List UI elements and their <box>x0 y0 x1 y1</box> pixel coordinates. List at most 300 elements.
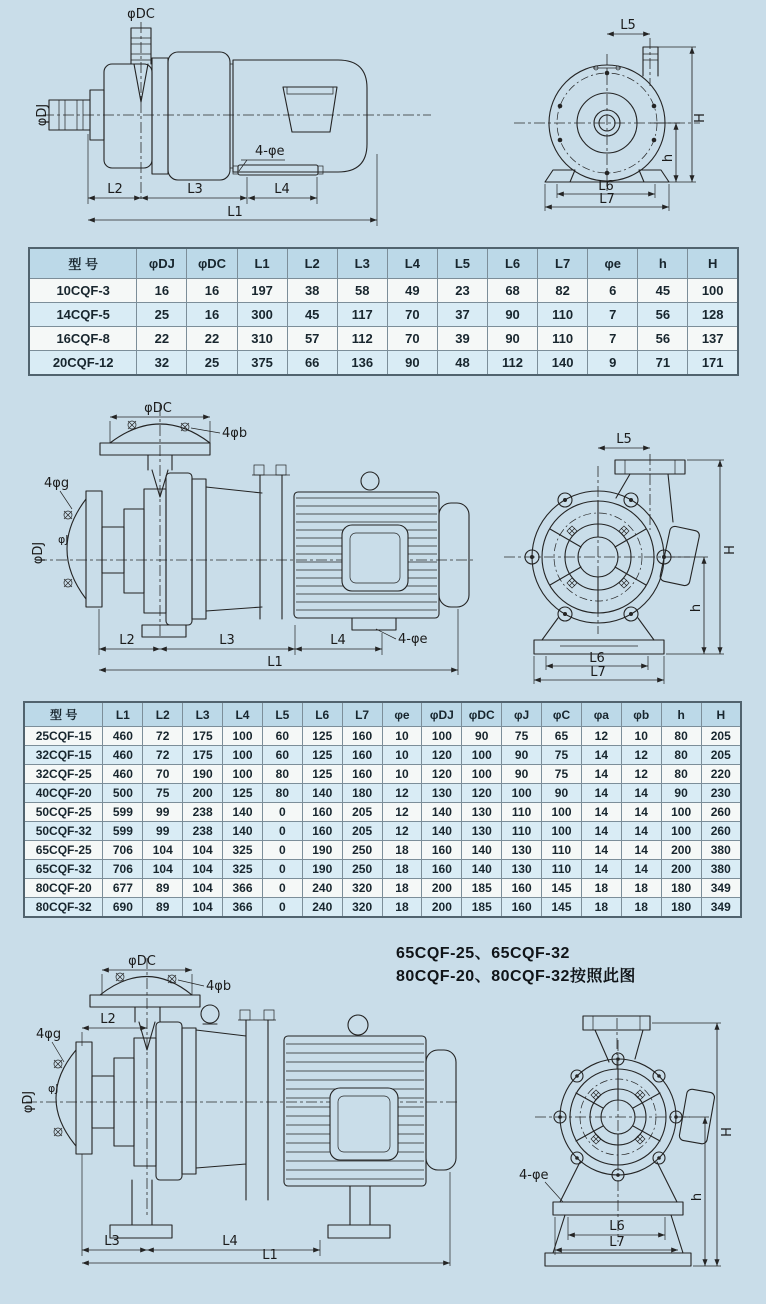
value-cell: 14 <box>581 822 621 841</box>
value-cell: 110 <box>538 327 588 351</box>
value-cell: 310 <box>237 327 287 351</box>
column-header: L7 <box>538 248 588 279</box>
value-cell: 45 <box>638 279 688 303</box>
value-cell: 190 <box>183 765 223 784</box>
dim-label-H: H <box>723 545 738 555</box>
value-cell: 12 <box>382 784 422 803</box>
value-cell: 677 <box>103 879 143 898</box>
value-cell: 160 <box>342 765 382 784</box>
value-cell: 100 <box>422 727 462 746</box>
value-cell: 100 <box>688 279 738 303</box>
dim-label-h: h <box>661 153 676 163</box>
value-cell: 160 <box>342 727 382 746</box>
value-cell: 200 <box>183 784 223 803</box>
value-cell: 120 <box>422 746 462 765</box>
model-cell: 50CQF-32 <box>24 822 103 841</box>
value-cell: 18 <box>382 879 422 898</box>
value-cell: 599 <box>103 822 143 841</box>
value-cell: 99 <box>143 803 183 822</box>
dim-label-l1: L1 <box>267 655 283 670</box>
value-cell: 14 <box>621 822 661 841</box>
value-cell: 70 <box>387 303 437 327</box>
value-cell: 110 <box>538 303 588 327</box>
value-cell: 0 <box>262 898 302 918</box>
value-cell: 190 <box>302 860 342 879</box>
value-cell: 7 <box>588 327 638 351</box>
value-cell: 18 <box>621 879 661 898</box>
value-cell: 260 <box>701 822 741 841</box>
column-header: φDC <box>187 248 237 279</box>
value-cell: 10 <box>621 727 661 746</box>
value-cell: 100 <box>542 822 582 841</box>
value-cell: 160 <box>302 803 342 822</box>
value-cell: 14 <box>581 765 621 784</box>
value-cell: 18 <box>382 898 422 918</box>
value-cell: 75 <box>502 727 542 746</box>
model-cell: 32CQF-15 <box>24 746 103 765</box>
value-cell: 175 <box>183 746 223 765</box>
value-cell: 110 <box>502 803 542 822</box>
dim-label-l7: L7 <box>590 665 606 680</box>
value-cell: 70 <box>143 765 183 784</box>
value-cell: 14 <box>621 841 661 860</box>
dim-label-4-phi-e: 4-φe <box>398 632 428 647</box>
dim-label-4-phi-g: 4φg <box>36 1027 62 1042</box>
column-header: φC <box>542 702 582 727</box>
value-cell: 250 <box>342 841 382 860</box>
dim-label-phi-dc: φDC <box>127 7 155 22</box>
value-cell: 18 <box>581 898 621 918</box>
model-cell: 40CQF-20 <box>24 784 103 803</box>
value-cell: 12 <box>621 746 661 765</box>
value-cell: 18 <box>382 860 422 879</box>
value-cell: 690 <box>103 898 143 918</box>
column-header: L7 <box>342 702 382 727</box>
dim-label-phi-j: φJ <box>48 1082 59 1095</box>
dim-label-4-phi-b: 4φb <box>206 979 232 994</box>
value-cell: 14 <box>581 841 621 860</box>
value-cell: 104 <box>183 841 223 860</box>
table-row <box>24 746 741 765</box>
dim-label-phi-j: φJ <box>58 533 69 546</box>
dim-label-phi-dc: φDC <box>128 954 156 969</box>
value-cell: 300 <box>237 303 287 327</box>
value-cell: 7 <box>588 303 638 327</box>
model-cell: 65CQF-25 <box>24 841 103 860</box>
value-cell: 112 <box>337 327 387 351</box>
value-cell: 125 <box>302 727 342 746</box>
value-cell: 18 <box>581 879 621 898</box>
value-cell: 171 <box>688 351 738 376</box>
value-cell: 145 <box>542 898 582 918</box>
table-row <box>24 879 741 898</box>
value-cell: 325 <box>223 860 263 879</box>
value-cell: 57 <box>287 327 337 351</box>
value-cell: 89 <box>143 879 183 898</box>
model-cell: 25CQF-15 <box>24 727 103 746</box>
value-cell: 71 <box>638 351 688 376</box>
value-cell: 90 <box>488 327 538 351</box>
column-header: L4 <box>223 702 263 727</box>
value-cell: 89 <box>143 898 183 918</box>
value-cell: 38 <box>287 279 337 303</box>
value-cell: 16 <box>187 303 237 327</box>
value-cell: 380 <box>701 860 741 879</box>
value-cell: 128 <box>688 303 738 327</box>
value-cell: 160 <box>302 822 342 841</box>
column-header: L1 <box>237 248 287 279</box>
value-cell: 12 <box>382 803 422 822</box>
value-cell: 460 <box>103 746 143 765</box>
large-pump-side-view-drawing <box>30 397 480 688</box>
column-header: φDJ <box>422 702 462 727</box>
table-row <box>24 860 741 879</box>
value-cell: 125 <box>223 784 263 803</box>
dim-label-4-phi-b: 4φb <box>222 426 248 441</box>
dim-label-H: H <box>693 113 708 123</box>
column-header: L1 <box>103 702 143 727</box>
table-row <box>29 327 738 351</box>
value-cell: 185 <box>462 879 502 898</box>
dimension-table-large-pumps <box>23 701 742 918</box>
value-cell: 130 <box>502 841 542 860</box>
value-cell: 0 <box>262 841 302 860</box>
value-cell: 117 <box>337 303 387 327</box>
value-cell: 66 <box>287 351 337 376</box>
value-cell: 14 <box>581 746 621 765</box>
dimension-table-small-pumps <box>28 247 739 376</box>
column-header: 型 号 <box>24 702 103 727</box>
value-cell: 25 <box>187 351 237 376</box>
table-row <box>24 803 741 822</box>
column-header: L3 <box>337 248 387 279</box>
dim-label-4-phi-g: 4φg <box>44 476 70 491</box>
value-cell: 349 <box>701 879 741 898</box>
value-cell: 65 <box>542 727 582 746</box>
value-cell: 140 <box>302 784 342 803</box>
value-cell: 349 <box>701 898 741 918</box>
dim-label-l6: L6 <box>589 651 605 666</box>
value-cell: 110 <box>542 860 582 879</box>
value-cell: 100 <box>661 822 701 841</box>
value-cell: 160 <box>502 879 542 898</box>
dim-label-l5: L5 <box>620 18 636 33</box>
value-cell: 185 <box>462 898 502 918</box>
value-cell: 205 <box>701 727 741 746</box>
table-row <box>29 351 738 376</box>
value-cell: 56 <box>638 327 688 351</box>
dim-label-H: H <box>720 1127 735 1137</box>
value-cell: 72 <box>143 746 183 765</box>
value-cell: 160 <box>422 841 462 860</box>
dim-label-h: h <box>690 1192 705 1202</box>
value-cell: 25 <box>137 303 187 327</box>
value-cell: 240 <box>302 879 342 898</box>
value-cell: 160 <box>422 860 462 879</box>
dim-label-l1: L1 <box>227 205 243 220</box>
value-cell: 68 <box>488 279 538 303</box>
column-header: φDJ <box>137 248 187 279</box>
table-row <box>24 898 741 918</box>
dim-label-l2: L2 <box>100 1012 116 1027</box>
value-cell: 205 <box>342 803 382 822</box>
value-cell: 18 <box>382 841 422 860</box>
value-cell: 9 <box>588 351 638 376</box>
value-cell: 99 <box>143 822 183 841</box>
value-cell: 90 <box>661 784 701 803</box>
value-cell: 39 <box>437 327 487 351</box>
value-cell: 60 <box>262 746 302 765</box>
value-cell: 180 <box>661 879 701 898</box>
value-cell: 175 <box>183 727 223 746</box>
value-cell: 0 <box>262 860 302 879</box>
model-cell: 16CQF-8 <box>29 327 137 351</box>
column-header: L5 <box>262 702 302 727</box>
value-cell: 90 <box>542 784 582 803</box>
value-cell: 120 <box>422 765 462 784</box>
column-header: H <box>688 248 738 279</box>
value-cell: 110 <box>542 841 582 860</box>
value-cell: 200 <box>661 841 701 860</box>
column-header: L6 <box>488 248 538 279</box>
value-cell: 90 <box>488 303 538 327</box>
value-cell: 130 <box>422 784 462 803</box>
value-cell: 90 <box>462 727 502 746</box>
value-cell: 56 <box>638 303 688 327</box>
value-cell: 238 <box>183 803 223 822</box>
model-cell: 10CQF-3 <box>29 279 137 303</box>
value-cell: 205 <box>701 746 741 765</box>
value-cell: 80 <box>661 746 701 765</box>
value-cell: 599 <box>103 803 143 822</box>
model-cell: 14CQF-5 <box>29 303 137 327</box>
column-header: L2 <box>143 702 183 727</box>
value-cell: 14 <box>581 860 621 879</box>
value-cell: 366 <box>223 879 263 898</box>
value-cell: 104 <box>183 898 223 918</box>
value-cell: 460 <box>103 727 143 746</box>
value-cell: 0 <box>262 879 302 898</box>
value-cell: 100 <box>223 746 263 765</box>
column-header: h <box>638 248 688 279</box>
value-cell: 16 <box>187 279 237 303</box>
column-header: L4 <box>387 248 437 279</box>
dim-label-l7: L7 <box>609 1235 625 1250</box>
value-cell: 100 <box>462 765 502 784</box>
value-cell: 260 <box>701 803 741 822</box>
dim-label-l3: L3 <box>219 633 235 648</box>
value-cell: 100 <box>502 784 542 803</box>
dim-label-l4: L4 <box>330 633 346 648</box>
column-header: φDC <box>462 702 502 727</box>
column-header: H <box>701 702 741 727</box>
value-cell: 14 <box>621 803 661 822</box>
dim-label-4-phi-e: 4-φe <box>519 1168 549 1183</box>
column-header: φb <box>621 702 661 727</box>
model-cell: 65CQF-32 <box>24 860 103 879</box>
column-header: φe <box>382 702 422 727</box>
value-cell: 140 <box>223 822 263 841</box>
value-cell: 136 <box>337 351 387 376</box>
value-cell: 160 <box>502 898 542 918</box>
column-header: φa <box>581 702 621 727</box>
dim-label-l2: L2 <box>119 633 135 648</box>
column-header: L3 <box>183 702 223 727</box>
column-header: L5 <box>437 248 487 279</box>
value-cell: 125 <box>302 765 342 784</box>
dim-label-l6: L6 <box>598 179 614 194</box>
column-header: 型 号 <box>29 248 137 279</box>
value-cell: 130 <box>462 803 502 822</box>
model-cell: 80CQF-32 <box>24 898 103 918</box>
value-cell: 200 <box>661 860 701 879</box>
value-cell: 6 <box>588 279 638 303</box>
value-cell: 22 <box>137 327 187 351</box>
dim-label-l1: L1 <box>262 1248 278 1263</box>
header-row <box>24 702 741 727</box>
value-cell: 72 <box>143 727 183 746</box>
value-cell: 14 <box>581 803 621 822</box>
value-cell: 197 <box>237 279 287 303</box>
value-cell: 75 <box>542 746 582 765</box>
value-cell: 200 <box>422 898 462 918</box>
value-cell: 12 <box>581 727 621 746</box>
column-header: φJ <box>502 702 542 727</box>
large-model-pump-front-view-drawing <box>505 1012 761 1280</box>
value-cell: 70 <box>387 327 437 351</box>
dim-label-4-phi-e: 4-φe <box>255 144 285 159</box>
value-cell: 460 <box>103 765 143 784</box>
value-cell: 145 <box>542 879 582 898</box>
value-cell: 32 <box>137 351 187 376</box>
dim-label-l3: L3 <box>104 1234 120 1249</box>
value-cell: 100 <box>223 727 263 746</box>
value-cell: 320 <box>342 879 382 898</box>
value-cell: 104 <box>143 860 183 879</box>
dim-label-l2: L2 <box>107 182 123 197</box>
value-cell: 100 <box>223 765 263 784</box>
value-cell: 220 <box>701 765 741 784</box>
dim-label-l3: L3 <box>187 182 203 197</box>
value-cell: 130 <box>462 822 502 841</box>
value-cell: 80 <box>661 765 701 784</box>
model-cell: 32CQF-25 <box>24 765 103 784</box>
dim-label-l6: L6 <box>609 1219 625 1234</box>
dim-label-l5: L5 <box>616 432 632 447</box>
value-cell: 48 <box>437 351 487 376</box>
value-cell: 14 <box>621 784 661 803</box>
value-cell: 18 <box>621 898 661 918</box>
column-header: h <box>661 702 701 727</box>
model-cell: 50CQF-25 <box>24 803 103 822</box>
value-cell: 80 <box>661 727 701 746</box>
value-cell: 104 <box>183 879 223 898</box>
dim-label-phi-dj: φDJ <box>35 103 50 127</box>
value-cell: 90 <box>502 746 542 765</box>
value-cell: 75 <box>143 784 183 803</box>
value-cell: 250 <box>342 860 382 879</box>
value-cell: 90 <box>502 765 542 784</box>
value-cell: 238 <box>183 822 223 841</box>
table-row <box>24 822 741 841</box>
value-cell: 380 <box>701 841 741 860</box>
value-cell: 22 <box>187 327 237 351</box>
value-cell: 80 <box>262 784 302 803</box>
value-cell: 190 <box>302 841 342 860</box>
dim-label-l4: L4 <box>222 1234 238 1249</box>
small-pump-side-view-drawing <box>35 2 440 235</box>
dim-label-phi-dc: φDC <box>144 401 172 416</box>
value-cell: 14 <box>621 860 661 879</box>
value-cell: 325 <box>223 841 263 860</box>
value-cell: 120 <box>462 784 502 803</box>
value-cell: 104 <box>183 860 223 879</box>
value-cell: 137 <box>688 327 738 351</box>
value-cell: 180 <box>342 784 382 803</box>
column-header: L6 <box>302 702 342 727</box>
value-cell: 58 <box>337 279 387 303</box>
value-cell: 100 <box>542 803 582 822</box>
small-pump-front-view-drawing <box>500 10 766 225</box>
value-cell: 75 <box>542 765 582 784</box>
dim-label-phi-dj: φDJ <box>21 1090 36 1114</box>
value-cell: 706 <box>103 841 143 860</box>
value-cell: 205 <box>342 822 382 841</box>
value-cell: 37 <box>437 303 487 327</box>
value-cell: 10 <box>382 746 422 765</box>
value-cell: 130 <box>502 860 542 879</box>
value-cell: 10 <box>382 727 422 746</box>
value-cell: 140 <box>223 803 263 822</box>
value-cell: 100 <box>661 803 701 822</box>
column-header: L2 <box>287 248 337 279</box>
value-cell: 140 <box>538 351 588 376</box>
dim-label-h: h <box>689 603 704 613</box>
value-cell: 140 <box>422 822 462 841</box>
value-cell: 12 <box>621 765 661 784</box>
dim-label-l4: L4 <box>274 182 290 197</box>
value-cell: 375 <box>237 351 287 376</box>
value-cell: 140 <box>462 841 502 860</box>
table-row <box>29 279 738 303</box>
header-row <box>29 248 738 279</box>
table-row <box>29 303 738 327</box>
value-cell: 180 <box>661 898 701 918</box>
value-cell: 82 <box>538 279 588 303</box>
value-cell: 49 <box>387 279 437 303</box>
large-pump-front-view-drawing <box>490 420 766 688</box>
value-cell: 104 <box>143 841 183 860</box>
value-cell: 110 <box>502 822 542 841</box>
model-note-line2: 80CQF-20、80CQF-32按照此图 <box>396 968 636 985</box>
value-cell: 12 <box>382 822 422 841</box>
value-cell: 90 <box>387 351 437 376</box>
value-cell: 200 <box>422 879 462 898</box>
value-cell: 100 <box>462 746 502 765</box>
table-row <box>24 765 741 784</box>
column-header: φe <box>588 248 638 279</box>
value-cell: 14 <box>581 784 621 803</box>
value-cell: 0 <box>262 803 302 822</box>
value-cell: 706 <box>103 860 143 879</box>
value-cell: 10 <box>382 765 422 784</box>
value-cell: 125 <box>302 746 342 765</box>
value-cell: 140 <box>462 860 502 879</box>
value-cell: 320 <box>342 898 382 918</box>
model-note-line1: 65CQF-25、65CQF-32 <box>396 945 570 962</box>
value-cell: 0 <box>262 822 302 841</box>
value-cell: 160 <box>342 746 382 765</box>
